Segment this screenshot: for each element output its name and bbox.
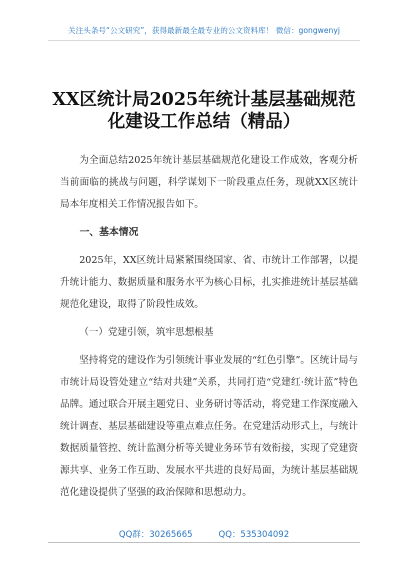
title-line-2: 化建设工作总结（精品） xyxy=(107,112,301,132)
subsection-paragraph: 坚持将党的建设作为引领统计事业发展的“红色引擎”。区统计局与市统计局设管处建立“结对共建”关系，共同打造“党建红·统计蓝”特色品牌。通过联合开展主题党日、业务研讨等活动，将党建工作深度融入统计调查、基层基础建设等重点难点任务。在党建活动形式上，与统计数据质量管控、统计监测分析等关键业务环节有效衔接，实现了党建资源共享、业务工作互助、发展水平共进的良好局面，为统计基层基础规范化建设提供了坚强的政治保障和思想动力。 xyxy=(60,355,358,498)
section-paragraph: 2025年，XX区统计局紧紧围绕国家、省、市统计工作部署，以提升统计能力、数据质量和服务水平为核心目标，扎实推进统计基层基础规范化建设，取得了阶段性成效。 xyxy=(60,255,358,310)
header-note: 关注头条号“公文研究”，获得最新最全最专业的公文资料库！ 微信：gongwenyj xyxy=(68,26,340,35)
subsection-heading: （一）党建引领，筑牢思想根基 xyxy=(79,327,214,338)
section-heading-basic: 一、基本情况 xyxy=(79,227,139,238)
footer-divider xyxy=(48,542,360,543)
document-title xyxy=(40,89,368,133)
footer-qq: QQ：535304092 xyxy=(218,530,290,540)
document-body xyxy=(60,150,358,504)
footer-qq-group: QQ群：30265665 xyxy=(118,530,193,540)
intro-paragraph: 为全面总结2025年统计基层基础规范化建设工作成效，客观分析当前面临的挑战与问题，科学谋划下一阶段重点任务，现就XX区统计局本年度相关工作情况报告如下。 xyxy=(60,155,358,210)
header-divider xyxy=(48,40,360,41)
footer-contact xyxy=(0,528,408,540)
title-line-1: XX区统计局2025年统计基层基础规范 xyxy=(52,90,356,110)
